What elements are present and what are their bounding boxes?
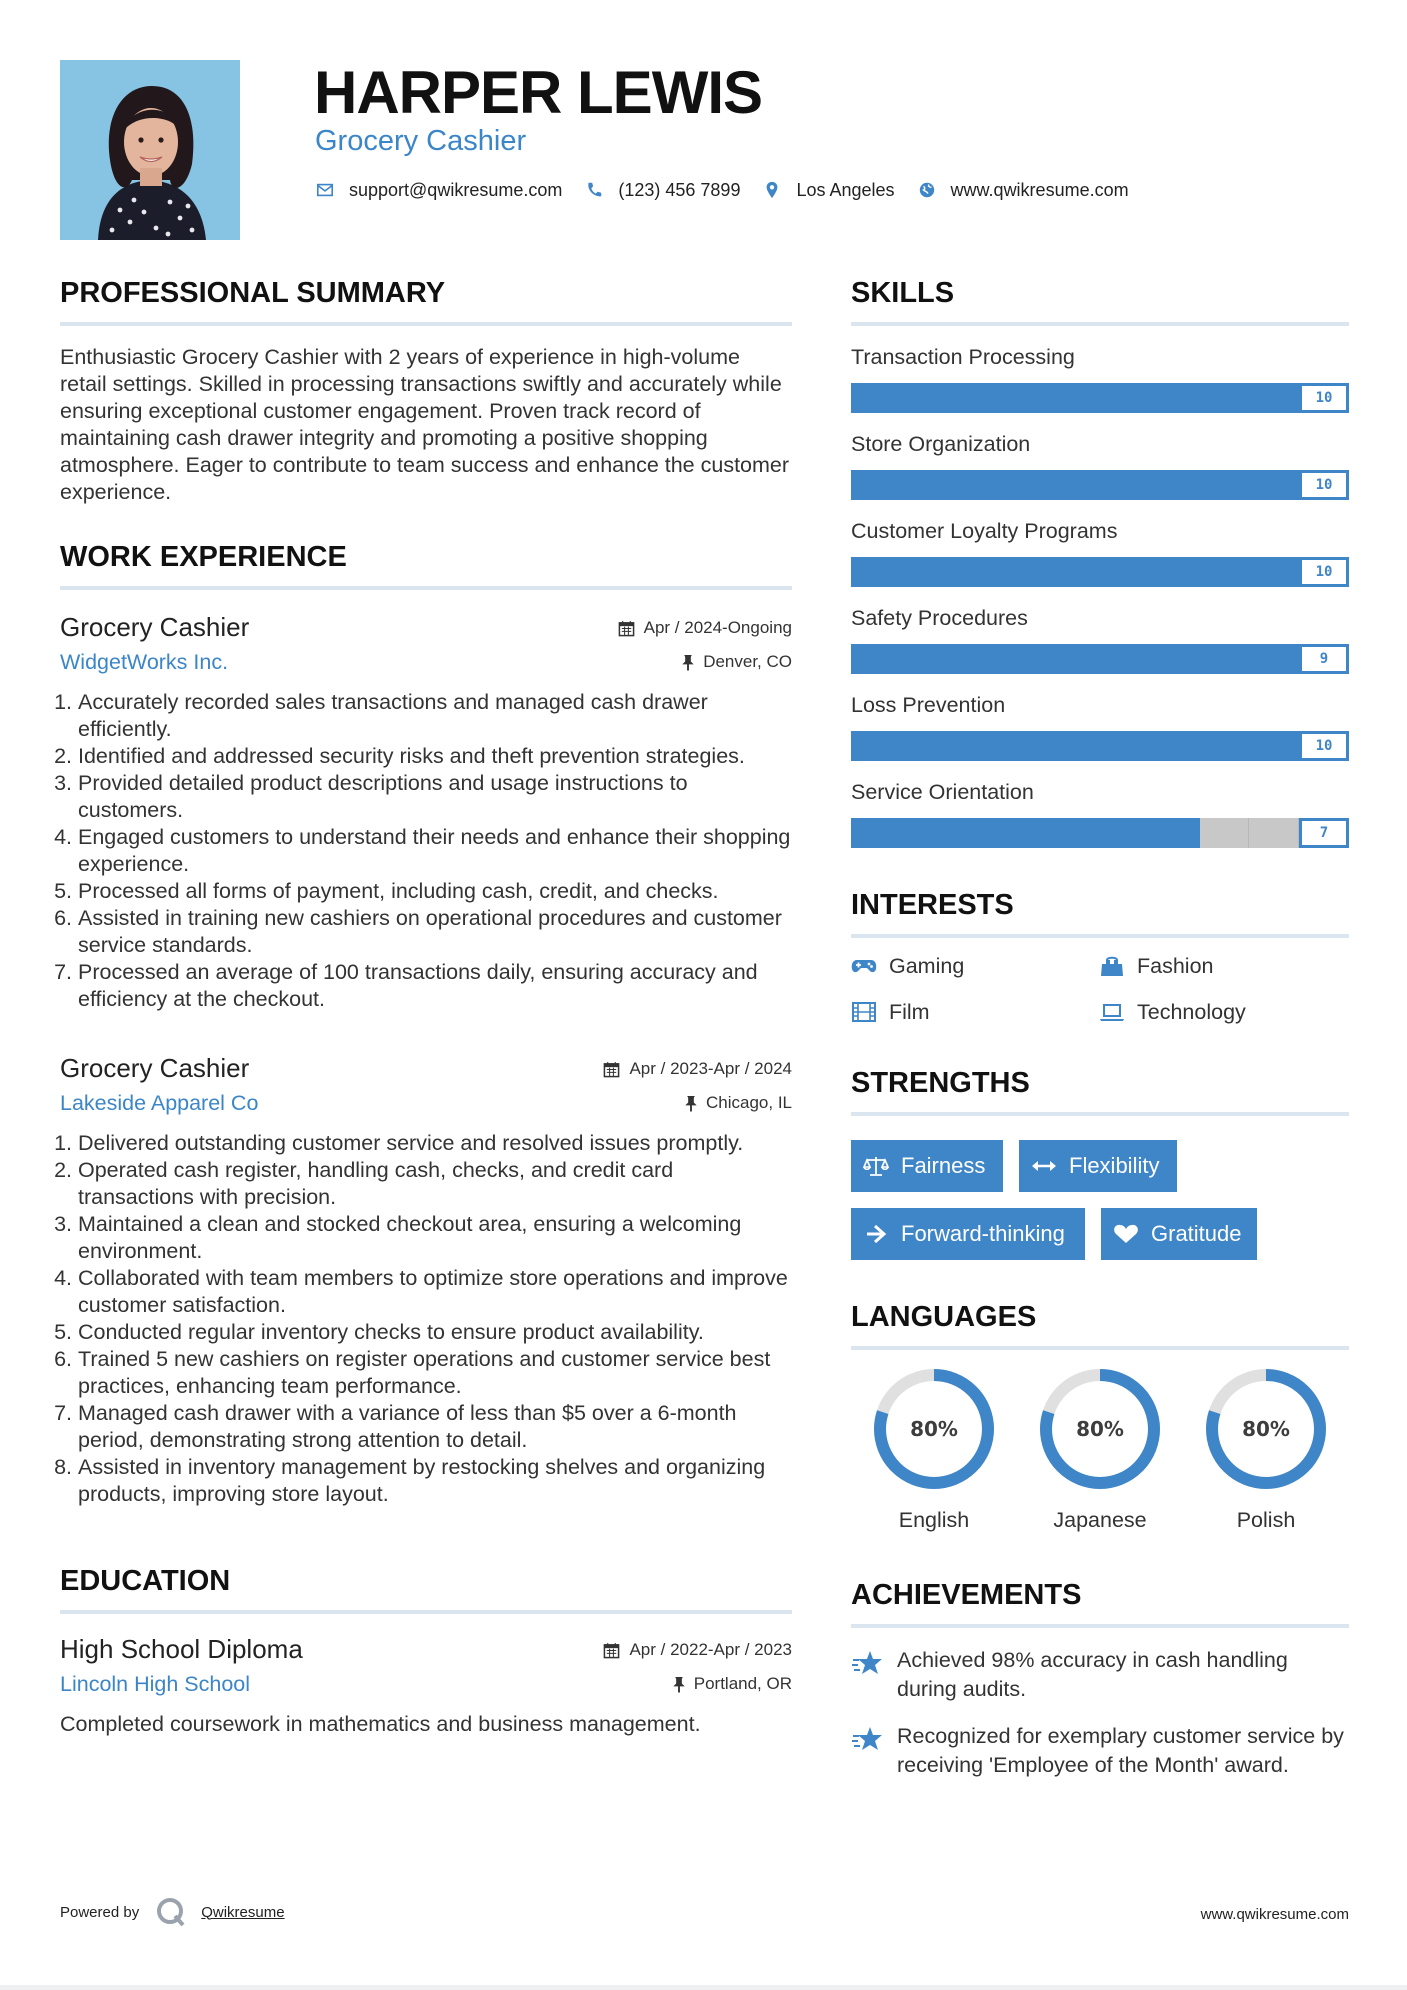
languages-heading: LANGUAGES	[851, 1296, 1349, 1350]
skill-bar	[851, 383, 1349, 413]
skill-segment-filled	[1050, 644, 1100, 674]
skill-score-badge: 10	[1299, 470, 1349, 500]
map-marker-icon	[762, 180, 782, 200]
contact-location	[762, 180, 894, 201]
job-bullets	[60, 1130, 792, 1508]
strength-label: Gratitude	[1151, 1221, 1242, 1246]
brand-link[interactable]: Qwikresume	[201, 1903, 285, 1921]
skill-segment-filled	[851, 470, 901, 500]
interest-item-technology	[1099, 998, 1349, 1026]
skill-segment-filled	[1249, 383, 1299, 413]
film-icon	[851, 1001, 877, 1023]
skill-segment-filled	[851, 818, 901, 848]
skill-segment-empty	[1200, 818, 1250, 848]
skill-score-badge: 10	[1299, 557, 1349, 587]
skill-segment-filled	[1150, 818, 1200, 848]
skill-segment-filled	[1050, 470, 1100, 500]
profile-photo	[60, 60, 240, 240]
arrow-right-icon	[863, 1223, 889, 1245]
language-name: English	[898, 1508, 970, 1532]
language-percent: 80%	[1076, 1417, 1124, 1441]
list-item: 2. Identified and addressed security risks and theft prevention strategies.	[78, 743, 792, 770]
skill-segment-filled	[1100, 644, 1150, 674]
list-item: 6. Trained 5 new cashiers on register operations and customer service best practices, enhancing team performance.	[78, 1346, 792, 1400]
shopping-bag-icon	[1099, 955, 1125, 977]
right-column	[851, 272, 1349, 1780]
job-dates	[618, 618, 792, 638]
location-text: Los Angeles	[796, 179, 895, 200]
education-heading: EDUCATION	[60, 1560, 792, 1614]
globe-icon	[917, 180, 937, 200]
skill-name: Transaction Processing	[851, 345, 1075, 369]
skill-segment-filled	[1100, 470, 1150, 500]
phone-text: (123) 456 7899	[618, 179, 741, 200]
strengths-list	[851, 1140, 1349, 1260]
skill-segment-filled	[1000, 383, 1050, 413]
skill-segment-filled	[1249, 470, 1299, 500]
languages-list	[851, 1368, 1349, 1534]
candidate-name: HARPER LEWIS	[314, 59, 763, 126]
skill-segment-filled	[1100, 557, 1150, 587]
education-degree: High School Diploma	[60, 1634, 303, 1664]
job-entry-1	[60, 610, 792, 1013]
skill-segment-filled	[851, 644, 901, 674]
email-text: support@qwikresume.com	[349, 179, 563, 200]
list-item: 2. Operated cash register, handling cash, checks, and credit card transactions with precision.	[78, 1157, 792, 1211]
strength-label: Flexibility	[1069, 1153, 1160, 1178]
strength-chip-flexibility	[1019, 1140, 1177, 1192]
heart-icon	[1113, 1223, 1139, 1245]
skill-segment-filled	[1200, 644, 1250, 674]
strength-chip-forward-thinking	[851, 1208, 1085, 1260]
language-ring	[1039, 1368, 1161, 1490]
calendar-icon	[618, 620, 635, 637]
skill-segment-filled	[1200, 731, 1250, 761]
skill-segment-filled	[1050, 731, 1100, 761]
list-item: 1. Accurately recorded sales transactions and managed cash drawer efficiently.	[78, 689, 792, 743]
interests-list	[851, 952, 1349, 1026]
list-item: 6. Assisted in training new cashiers on operational procedures and customer service standards.	[78, 905, 792, 959]
skill-name: Store Organization	[851, 432, 1031, 456]
skill-score-badge: 7	[1299, 818, 1349, 848]
list-item: 4. Engaged customers to understand their needs and enhance their shopping experience.	[78, 824, 792, 878]
qwikresume-logo-icon	[155, 1896, 187, 1928]
portrait-image	[60, 60, 240, 240]
laptop-icon	[1099, 1001, 1125, 1023]
education-entry	[60, 1632, 792, 1738]
skill-bar	[851, 818, 1349, 848]
job-location-text: Denver, CO	[703, 652, 792, 671]
skill-score-badge: 9	[1299, 644, 1349, 674]
skill-segment-filled	[1000, 731, 1050, 761]
achievement-item	[851, 1646, 1349, 1704]
pushpin-icon	[681, 654, 695, 671]
skill-track	[851, 731, 1349, 761]
language-percent: 80%	[1242, 1417, 1290, 1441]
skill-segment-filled	[1000, 557, 1050, 587]
skill-segment-filled	[951, 644, 1001, 674]
skill-name: Service Orientation	[851, 780, 1034, 804]
summary-heading: PROFESSIONAL SUMMARY	[60, 272, 792, 326]
skills-heading: SKILLS	[851, 272, 1349, 326]
skill-segment-filled	[951, 470, 1001, 500]
interest-label: Film	[889, 1000, 930, 1024]
achievements-heading: ACHIEVEMENTS	[851, 1574, 1349, 1628]
strength-label: Fairness	[901, 1153, 986, 1178]
skill-name: Customer Loyalty Programs	[851, 519, 1118, 543]
education-location-text: Portland, OR	[693, 1674, 792, 1693]
skill-track	[851, 644, 1349, 674]
job-dates	[603, 1059, 792, 1079]
skill-segment-filled	[851, 383, 901, 413]
skill-segment-filled	[1050, 818, 1100, 848]
job-bullets	[60, 689, 792, 1013]
language-name: Polish	[1236, 1508, 1296, 1532]
skill-segment-filled	[901, 470, 951, 500]
job-entry-2	[60, 1051, 792, 1508]
phone-icon	[584, 180, 604, 200]
interest-item-film	[851, 998, 1099, 1026]
website-text: www.qwikresume.com	[950, 179, 1129, 200]
strength-chip-fairness	[851, 1140, 1003, 1192]
language-item	[1017, 1368, 1183, 1534]
achievement-text: Recognized for exemplary customer service by receiving 'Employee of the Month' award.	[897, 1724, 1344, 1777]
star-award-icon	[851, 1724, 885, 1754]
skill-track	[851, 470, 1349, 500]
language-item	[851, 1368, 1017, 1534]
list-item: 3. Maintained a clean and stocked checkout area, ensuring a welcoming environment.	[78, 1211, 792, 1265]
education-description: Completed coursework in mathematics and business management.	[60, 1712, 701, 1736]
list-item: 5. Processed all forms of payment, including cash, credit, and checks.	[78, 878, 792, 905]
skill-segment-filled	[1249, 557, 1299, 587]
pushpin-icon	[684, 1095, 698, 1112]
skill-segment-filled	[901, 383, 951, 413]
language-name: Japanese	[1053, 1508, 1147, 1532]
skill-track	[851, 557, 1349, 587]
skills-list	[851, 344, 1349, 848]
interests-heading: INTERESTS	[851, 884, 1349, 938]
skill-item	[851, 344, 1349, 413]
skill-segment-filled	[901, 557, 951, 587]
skill-segment-empty	[1249, 818, 1299, 848]
skill-bar	[851, 557, 1349, 587]
job-role: Grocery Cashier	[60, 1053, 250, 1083]
skill-segment-filled	[901, 644, 951, 674]
job-dates-text: Apr / 2024-Ongoing	[643, 618, 792, 637]
skill-segment-filled	[1249, 731, 1299, 761]
skill-item	[851, 779, 1349, 848]
education-school: Lincoln High School	[60, 1672, 251, 1696]
strengths-heading: STRENGTHS	[851, 1062, 1349, 1116]
language-ring	[873, 1368, 995, 1490]
job-company: WidgetWorks Inc.	[60, 650, 229, 674]
skill-track	[851, 818, 1349, 848]
skill-segment-filled	[851, 731, 901, 761]
education-dates-text: Apr / 2022-Apr / 2023	[629, 1640, 792, 1659]
skill-item	[851, 605, 1349, 674]
skill-segment-filled	[851, 557, 901, 587]
skill-segment-filled	[1200, 470, 1250, 500]
skill-segment-filled	[1200, 557, 1250, 587]
left-column	[60, 272, 792, 1738]
interest-label: Technology	[1137, 1000, 1246, 1024]
skill-segment-filled	[1150, 644, 1200, 674]
skill-item	[851, 692, 1349, 761]
contact-bar	[315, 178, 1151, 202]
skill-segment-filled	[1150, 731, 1200, 761]
footer-site[interactable]: www.qwikresume.com	[1200, 1906, 1349, 1923]
balance-scale-icon	[863, 1155, 889, 1177]
list-item: 1. Delivered outstanding customer service and resolved issues promptly.	[78, 1130, 792, 1157]
skill-segment-filled	[1000, 644, 1050, 674]
interest-item-gaming	[851, 952, 1099, 980]
skill-segment-filled	[951, 557, 1001, 587]
interest-label: Fashion	[1137, 954, 1214, 978]
contact-phone[interactable]	[584, 180, 740, 201]
skill-segment-filled	[1100, 731, 1150, 761]
page-bottom-rule	[0, 1985, 1407, 1990]
achievement-text: Achieved 98% accuracy in cash handling during audits.	[897, 1648, 1288, 1701]
skill-segment-filled	[1000, 818, 1050, 848]
skill-segment-filled	[901, 731, 951, 761]
list-item: 7. Processed an average of 100 transactions daily, ensuring accuracy and efficiency at the checkout.	[78, 959, 792, 1013]
footer-powered-by	[60, 1896, 285, 1928]
gamepad-icon	[851, 955, 877, 977]
interest-label: Gaming	[889, 954, 965, 978]
pushpin-icon	[672, 1676, 686, 1693]
calendar-icon	[603, 1061, 620, 1078]
skill-segment-filled	[1150, 470, 1200, 500]
education-location	[672, 1674, 792, 1694]
star-award-icon	[851, 1648, 885, 1678]
powered-by-text: Powered by	[60, 1903, 140, 1921]
skill-segment-filled	[1000, 470, 1050, 500]
experience-heading: WORK EXPERIENCE	[60, 536, 792, 590]
achievement-item	[851, 1722, 1349, 1780]
candidate-title: Grocery Cashier	[315, 125, 527, 157]
skill-segment-filled	[1200, 383, 1250, 413]
job-company: Lakeside Apparel Co	[60, 1091, 259, 1115]
skill-segment-filled	[1050, 383, 1100, 413]
skill-item	[851, 518, 1349, 587]
skill-name: Safety Procedures	[851, 606, 1028, 630]
job-role: Grocery Cashier	[60, 612, 250, 642]
skill-score-badge: 10	[1299, 383, 1349, 413]
contact-email[interactable]	[315, 180, 562, 201]
skill-segment-filled	[901, 818, 951, 848]
summary-text: Enthusiastic Grocery Cashier with 2 years of experience in high-volume retail settings. Skilled in processing transactions swiftly and accurately while ensuring exceptional customer engagement. Proven track record of maintaining cash drawer integrity and promoting a positive shopping atmosphere. Eager to contribute to team success and enhance the customer experience.	[60, 345, 790, 504]
job-location-text: Chicago, IL	[706, 1093, 792, 1112]
skill-segment-filled	[1249, 644, 1299, 674]
skill-bar	[851, 644, 1349, 674]
language-percent: 80%	[910, 1417, 958, 1441]
skill-name: Loss Prevention	[851, 693, 1006, 717]
skill-segment-filled	[951, 383, 1001, 413]
skill-segment-filled	[1150, 383, 1200, 413]
skill-track	[851, 383, 1349, 413]
job-location	[681, 652, 792, 672]
job-location	[684, 1093, 792, 1113]
skill-segment-filled	[951, 731, 1001, 761]
job-dates-text: Apr / 2023-Apr / 2024	[629, 1059, 792, 1078]
envelope-icon	[315, 180, 335, 200]
education-dates	[603, 1640, 792, 1660]
skill-item	[851, 431, 1349, 500]
strength-label: Forward-thinking	[901, 1221, 1065, 1246]
skill-bar	[851, 731, 1349, 761]
calendar-icon	[603, 1642, 620, 1659]
skill-segment-filled	[1100, 818, 1150, 848]
skill-segment-filled	[1050, 557, 1100, 587]
skill-segment-filled	[951, 818, 1001, 848]
skill-segment-filled	[1150, 557, 1200, 587]
interest-item-fashion	[1099, 952, 1349, 980]
list-item: 5. Conducted regular inventory checks to ensure product availability.	[78, 1319, 792, 1346]
skill-bar	[851, 470, 1349, 500]
list-item: 3. Provided detailed product descriptions and usage instructions to customers.	[78, 770, 792, 824]
skill-score-badge: 10	[1299, 731, 1349, 761]
skill-segment-filled	[1100, 383, 1150, 413]
arrows-horizontal-icon	[1031, 1155, 1057, 1177]
list-item: 7. Managed cash drawer with a variance of less than $5 over a 6-month period, demonstrating strong attention to detail.	[78, 1400, 792, 1454]
strength-chip-gratitude	[1101, 1208, 1257, 1260]
language-ring	[1205, 1368, 1327, 1490]
list-item: 8. Assisted in inventory management by restocking shelves and organizing products, improving store layout.	[78, 1454, 792, 1508]
language-item	[1183, 1368, 1349, 1534]
list-item: 4. Collaborated with team members to optimize store operations and improve customer satisfaction.	[78, 1265, 792, 1319]
contact-website[interactable]	[917, 180, 1129, 201]
